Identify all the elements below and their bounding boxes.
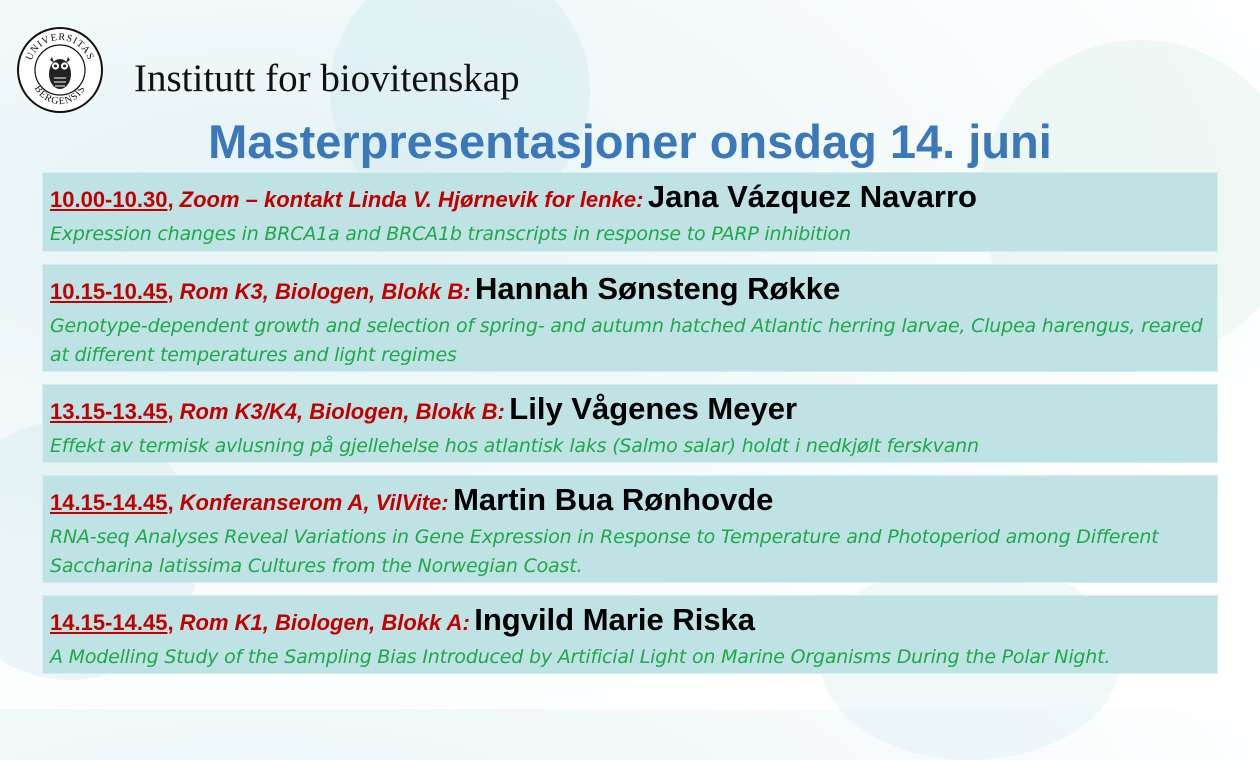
- entry-time: 14.15-14.45: [50, 610, 168, 635]
- entry-time: 13.15-13.45: [50, 399, 168, 424]
- time-separator: ,: [167, 399, 180, 424]
- university-seal-logo: [16, 26, 104, 114]
- entry-heading: [50, 483, 1210, 523]
- entry-time: 10.15-10.45: [50, 279, 168, 304]
- entry-time: 14.15-14.45: [50, 490, 168, 515]
- presentation-entry: [42, 475, 1218, 583]
- entry-location: Rom K3, Biologen, Blokk B:: [179, 279, 471, 304]
- svg-text:UNIVERSITAS: UNIVERSITAS: [23, 31, 97, 63]
- presentation-entry: [42, 264, 1218, 372]
- time-separator: ,: [167, 187, 180, 212]
- presentation-entry: [42, 595, 1218, 674]
- entry-description: A Modelling Study of the Sampling Bias Introduced by Artificial Light on Marine Organisms During the Polar Night.: [50, 646, 1111, 668]
- entry-location: Zoom – kontakt Linda V. Hjørnevik for lenke:: [179, 187, 644, 212]
- institute-name: Institutt for biovitenskap: [134, 57, 520, 100]
- entry-heading: [50, 392, 1210, 432]
- page-title: Masterpresentasjoner onsdag 14. juni: [208, 115, 1052, 168]
- presentation-entry: [42, 172, 1218, 252]
- entry-description: RNA-seq Analyses Reveal Variations in Gene Expression in Response to Temperature and Photoperiod among Different Saccharina latissima Cultures from the Norwegian Coast.: [50, 526, 1159, 577]
- time-separator: ,: [167, 490, 180, 515]
- entry-description: Expression changes in BRCA1a and BRCA1b transcripts in response to PARP inhibition: [50, 223, 851, 245]
- time-separator: ,: [167, 610, 180, 635]
- presentation-list: [42, 172, 1218, 674]
- entry-heading: [50, 272, 1210, 312]
- entry-presenter: Hannah Sønsteng Røkke: [475, 271, 841, 306]
- entry-presenter: Martin Bua Rønhovde: [453, 482, 774, 517]
- entry-description: Genotype-dependent growth and selection of spring- and autumn hatched Atlantic herring larvae, Clupea harengus, reared at different temperatures and light regimes: [50, 315, 1203, 366]
- entry-presenter: Jana Vázquez Navarro: [647, 179, 977, 214]
- svg-text:BERGENSIS: BERGENSIS: [31, 83, 89, 108]
- entry-description: Effekt av termisk avlusning på gjellehelse hos atlantisk laks (Salmo salar) holdt i nedkjølt ferskvann: [50, 435, 979, 457]
- entry-location: Konferanserom A, VilVite:: [179, 490, 449, 515]
- entry-presenter: Ingvild Marie Riska: [474, 602, 756, 637]
- entry-time: 10.00-10.30: [50, 187, 168, 212]
- entry-presenter: Lily Vågenes Meyer: [509, 391, 798, 426]
- entry-location: Rom K1, Biologen, Blokk A:: [179, 610, 470, 635]
- entry-heading: [50, 180, 1210, 220]
- entry-location: Rom K3/K4, Biologen, Blokk B:: [179, 399, 505, 424]
- presentation-entry: [42, 384, 1218, 463]
- time-separator: ,: [167, 279, 180, 304]
- entry-heading: [50, 603, 1210, 643]
